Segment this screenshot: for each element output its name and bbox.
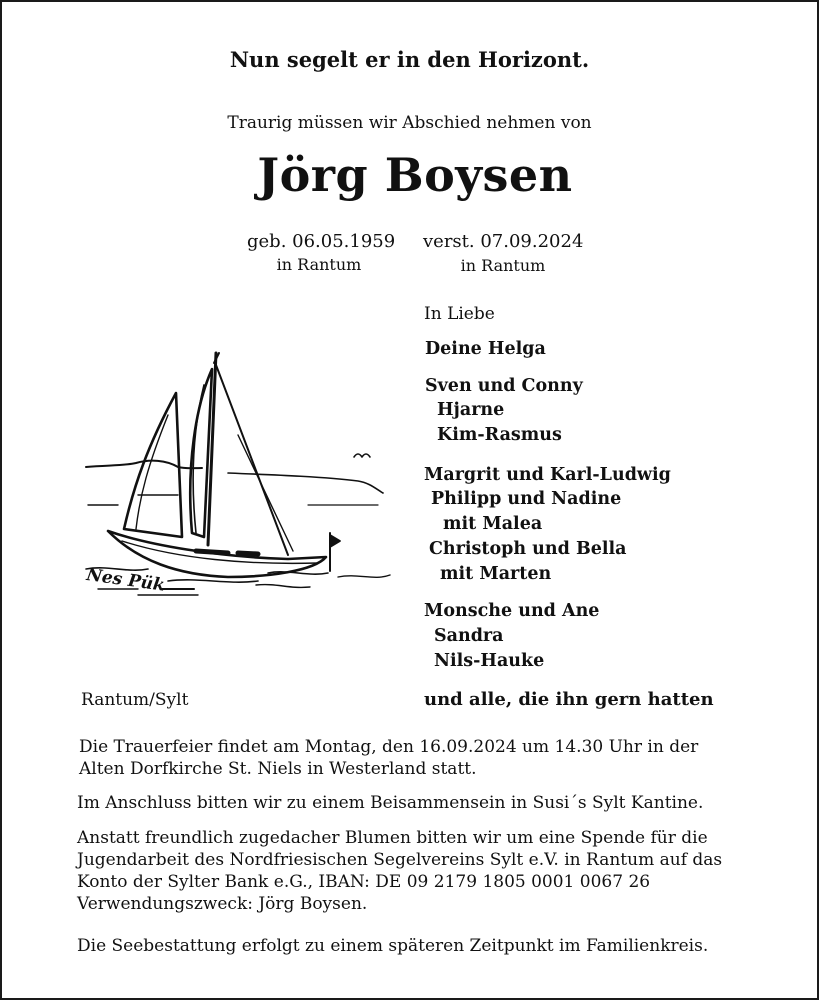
reception-paragraph	[77, 792, 703, 814]
mourner-line: Nils-Hauke	[434, 651, 545, 671]
location-text: Rantum/Sylt	[81, 690, 189, 710]
mourner-line: Sven und Conny	[425, 376, 583, 396]
mourner-line: Deine Helga	[425, 339, 546, 359]
mourner-line: Monsche und Ane	[424, 601, 600, 621]
paragraph-line: Im Anschluss bitten wir zu einem Beisammensein in Susi´s Sylt Kantine.	[77, 793, 704, 813]
mourner-line: mit Malea	[443, 514, 543, 534]
paragraph-line: Alten Dorfkirche St. Niels in Westerland statt.	[79, 759, 477, 779]
mourner-line: mit Marten	[440, 564, 552, 584]
boat-caption: Nes Pük	[85, 565, 167, 596]
death-place: in Rantum	[460, 256, 546, 275]
birth-place: in Rantum	[276, 255, 362, 274]
paragraph-line: Die Trauerfeier findet am Montag, den 16.09.2024 um 14.30 Uhr in der	[79, 737, 699, 757]
paragraph-line: Jugendarbeit des Nordfriesischen Segelvereins Sylt e.V. in Rantum auf das	[77, 850, 723, 870]
closing-line: und alle, die ihn gern hatten	[424, 689, 714, 710]
donation-paragraph	[77, 827, 722, 915]
paragraph-line: Anstatt freundlich zugedacher Blumen bitten wir um eine Spende für die	[77, 828, 708, 848]
mourner-line: Hjarne	[437, 400, 505, 420]
paragraph-line: Die Seebestattung erfolgt zu einem späteren Zeitpunkt im Familienkreis.	[77, 936, 709, 956]
intro-text: Traurig müssen wir Abschied nehmen von	[227, 113, 592, 133]
paragraph-line: Verwendungszweck: Jörg Boysen.	[77, 894, 368, 914]
mourner-line: Christoph und Bella	[429, 539, 627, 559]
deceased-name: Jörg Boysen	[257, 148, 573, 202]
birth-date: geb. 06.05.1959	[247, 231, 396, 252]
death-date: verst. 07.09.2024	[423, 231, 584, 252]
mourner-line: Sandra	[434, 626, 504, 646]
mourner-line: Kim-Rasmus	[437, 425, 562, 445]
sailboat-illustration	[78, 345, 398, 605]
headline: Nun segelt er in den Horizont.	[229, 47, 590, 72]
mourners-intro: In Liebe	[424, 304, 495, 324]
paragraph-line: Konto der Sylter Bank e.G., IBAN: DE 09 2179 1805 0001 0067 26	[77, 872, 651, 892]
mourner-line: Philipp und Nadine	[431, 489, 622, 509]
funeral-paragraph	[79, 736, 698, 780]
burial-paragraph	[77, 935, 708, 957]
mourner-line: Margrit und Karl-Ludwig	[424, 465, 671, 485]
